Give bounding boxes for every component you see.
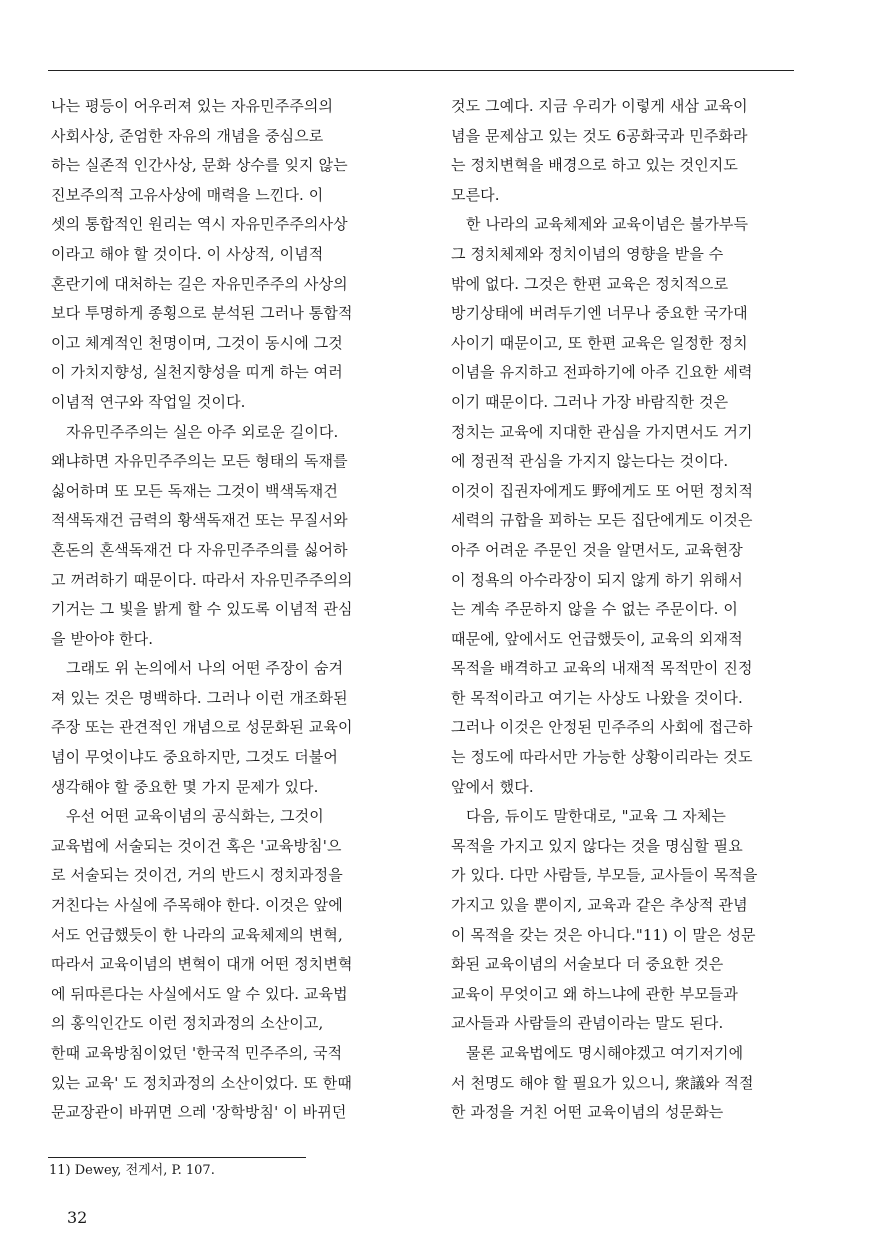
- text-line: 그러나 이것은 안정된 민주주의 사회에 접근하: [451, 718, 753, 737]
- text-line: 세력의 규합을 꾀하는 모든 집단에게도 이것은: [451, 511, 753, 530]
- text-line: 교사들과 사람들의 관념이라는 말도 된다.: [451, 1014, 724, 1033]
- text-line: 는 계속 주문하지 않을 수 없는 주문이다. 이: [451, 600, 738, 619]
- text-line: 이념적 연구와 작업일 것이다.: [51, 392, 246, 411]
- text-line: 의 홍익인간도 이런 정치과정의 소산이고,: [51, 1014, 324, 1033]
- text-line: 적색독재건 금력의 황색독재건 또는 무질서와: [51, 511, 348, 530]
- text-line: 혼돈의 혼색독재건 다 자유민주주의를 싫어하: [51, 540, 348, 559]
- text-line: 때문에, 앞에서도 언급했듯이, 교육의 외재적: [451, 629, 743, 648]
- right-column: [451, 92, 795, 1128]
- text-line: 것도 그예다. 지금 우리가 이렇게 새삼 교육이: [451, 97, 748, 115]
- text-line: 그래도 위 논의에서 나의 어떤 주장이 숨겨: [66, 659, 344, 678]
- text-line: 념을 문제삼고 있는 것도 6공화국과 민주화라: [451, 126, 748, 145]
- text-line: 에 정권적 관심을 가지지 않는다는 것이다.: [451, 452, 729, 471]
- text-line: 주장 또는 관견적인 개념으로 성문화된 교육이: [51, 718, 353, 737]
- text-line: 한 과정을 거친 어떤 교육이념의 성문화는: [451, 1103, 724, 1122]
- text-line: 화된 교육이념의 서술보다 더 중요한 것은: [451, 955, 724, 974]
- text-line: 념이 무엇이냐도 중요하지만, 그것도 더불어: [51, 748, 338, 767]
- text-line: 밖에 없다. 그것은 한편 교육은 정치적으로: [451, 274, 729, 293]
- text-line: 우선 어떤 교육이념의 공식화는, 그것이: [66, 807, 324, 826]
- text-line: 목적을 가지고 있지 않다는 것을 명심할 필요: [451, 836, 743, 855]
- text-line: 거친다는 사실에 주목해야 한다. 이것은 앞에: [51, 896, 343, 915]
- text-line: 방기상태에 버려두기엔 너무나 중요한 국가대: [451, 304, 748, 323]
- text-line: 이 목적을 갖는 것은 아니다."11) 이 말은 성문: [451, 925, 756, 944]
- text-line: 이것이 집권자에게도 野에게도 또 어떤 정치적: [451, 481, 754, 500]
- text-line: 자유민주주의는 실은 아주 외로운 길이다.: [66, 422, 339, 441]
- text-line: 가 있다. 다만 사람들, 부모들, 교사들이 목적을: [451, 866, 758, 885]
- text-line: 물론 교육법에도 명시해야겠고 여기저기에: [466, 1044, 744, 1062]
- text-line: 이 정욕의 아수라장이 되지 않게 하기 위해서: [451, 570, 743, 589]
- header-rule: [48, 70, 794, 71]
- text-line: 나는 평등이 어우러져 있는 자유민주주의의: [51, 97, 334, 115]
- text-line: 로 서술되는 것이건, 거의 반드시 정치과정을: [51, 866, 343, 885]
- text-line: 이기 때문이다. 그러나 가장 바람직한 것은: [451, 392, 729, 411]
- footnote-rule: [48, 1157, 306, 1158]
- text-line: 혼란기에 대처하는 길은 자유민주주의 사상의: [51, 274, 348, 293]
- text-line: 사회사상, 준엄한 자유의 개념을 중심으로: [51, 126, 324, 145]
- text-line: 목적을 배격하고 교육의 내재적 목적만이 진정: [451, 659, 753, 678]
- text-line: 한 목적이라고 여기는 사상도 나왔을 것이다.: [451, 688, 743, 707]
- text-line: 셋의 통합적인 원리는 역시 자유민주주의사상: [51, 215, 348, 234]
- text-line: 가지고 있을 뿐이지, 교육과 같은 추상적 관념: [451, 896, 748, 915]
- text-line: 문교장관이 바뀌면 으레 '장학방침' 이 바뀌던: [51, 1103, 347, 1122]
- text-line: 왜냐하면 자유민주주의는 모든 형태의 독재를: [51, 452, 348, 471]
- text-line: 다음, 듀이도 말한대로, "교육 그 자체는: [466, 807, 726, 826]
- text-line: 하는 실존적 인간사상, 문화 상수를 잊지 않는: [51, 156, 348, 175]
- text-line: 보다 투명하게 종횡으로 분석된 그러나 통합적: [51, 304, 353, 323]
- text-line: 을 받아야 한다.: [51, 629, 154, 648]
- text-line: 한 나라의 교육체제와 교육이념은 불가부득: [466, 215, 749, 234]
- text-line: 앞에서 했다.: [451, 777, 534, 796]
- text-line: 아주 어려운 주문인 것을 알면서도, 교육현장: [451, 540, 743, 559]
- text-line: 는 정도에 따라서만 가능한 상황이리라는 것도: [451, 748, 753, 767]
- text-line: 한때 교육방침이었던 '한국적 민주주의, 국적: [51, 1044, 343, 1062]
- text-line: 싫어하며 또 모든 독재는 그것이 백색독재건: [51, 481, 338, 500]
- page-number: 32: [67, 1208, 88, 1227]
- text-line: 에 뒤따른다는 사실에서도 알 수 있다. 교육법: [51, 984, 348, 1003]
- text-line: 기거는 그 빛을 밝게 할 수 있도록 이념적 관심: [51, 600, 353, 619]
- text-line: 는 정치변혁을 배경으로 하고 있는 것인지도: [451, 156, 738, 175]
- text-line: 교육이 무엇이고 왜 하느냐에 관한 부모들과: [451, 984, 738, 1003]
- text-line: 있는 교육' 도 정치과정의 소산이었다. 또 한때: [51, 1073, 352, 1092]
- text-line: 이고 체계적인 천명이며, 그것이 동시에 그것: [51, 333, 343, 352]
- text-line: 모른다.: [451, 185, 500, 204]
- text-line: 이 가치지향성, 실천지향성을 띠게 하는 여러: [51, 363, 343, 382]
- text-line: 져 있는 것은 명백하다. 그러나 이런 개조화된: [51, 688, 348, 707]
- text-line: 정치는 교육에 지대한 관심을 가지면서도 거기: [451, 422, 753, 441]
- left-column: [51, 92, 395, 1128]
- text-line: 이라고 해야 할 것이다. 이 사상적, 이념적: [51, 244, 324, 263]
- text-line: 진보주의적 고유사상에 매력을 느낀다. 이: [51, 185, 324, 204]
- text-line: 이념을 유지하고 전파하기에 아주 긴요한 세력: [451, 363, 753, 382]
- text-line: 사이기 때문이고, 또 한편 교육은 일정한 정치: [451, 333, 748, 352]
- text-line: 따라서 교육이념의 변혁이 대개 어떤 정치변혁: [51, 955, 353, 974]
- text-line: 교육법에 서술되는 것이건 혹은 '교육방침'으: [51, 836, 342, 855]
- text-line: 서 천명도 해야 할 필요가 있으니, 衆議와 적절: [451, 1073, 754, 1092]
- text-line: 서도 언급했듯이 한 나라의 교육체제의 변혁,: [51, 925, 343, 944]
- text-line: 그 정치체제와 정치이념의 영향을 받을 수: [451, 244, 724, 263]
- footnote: 11) Dewey, 전게서, P. 107.: [49, 1163, 215, 1178]
- text-line: 고 꺼려하기 때문이다. 따라서 자유민주주의의: [51, 570, 353, 589]
- text-line: 생각해야 할 중요한 몇 가지 문제가 있다.: [51, 777, 319, 796]
